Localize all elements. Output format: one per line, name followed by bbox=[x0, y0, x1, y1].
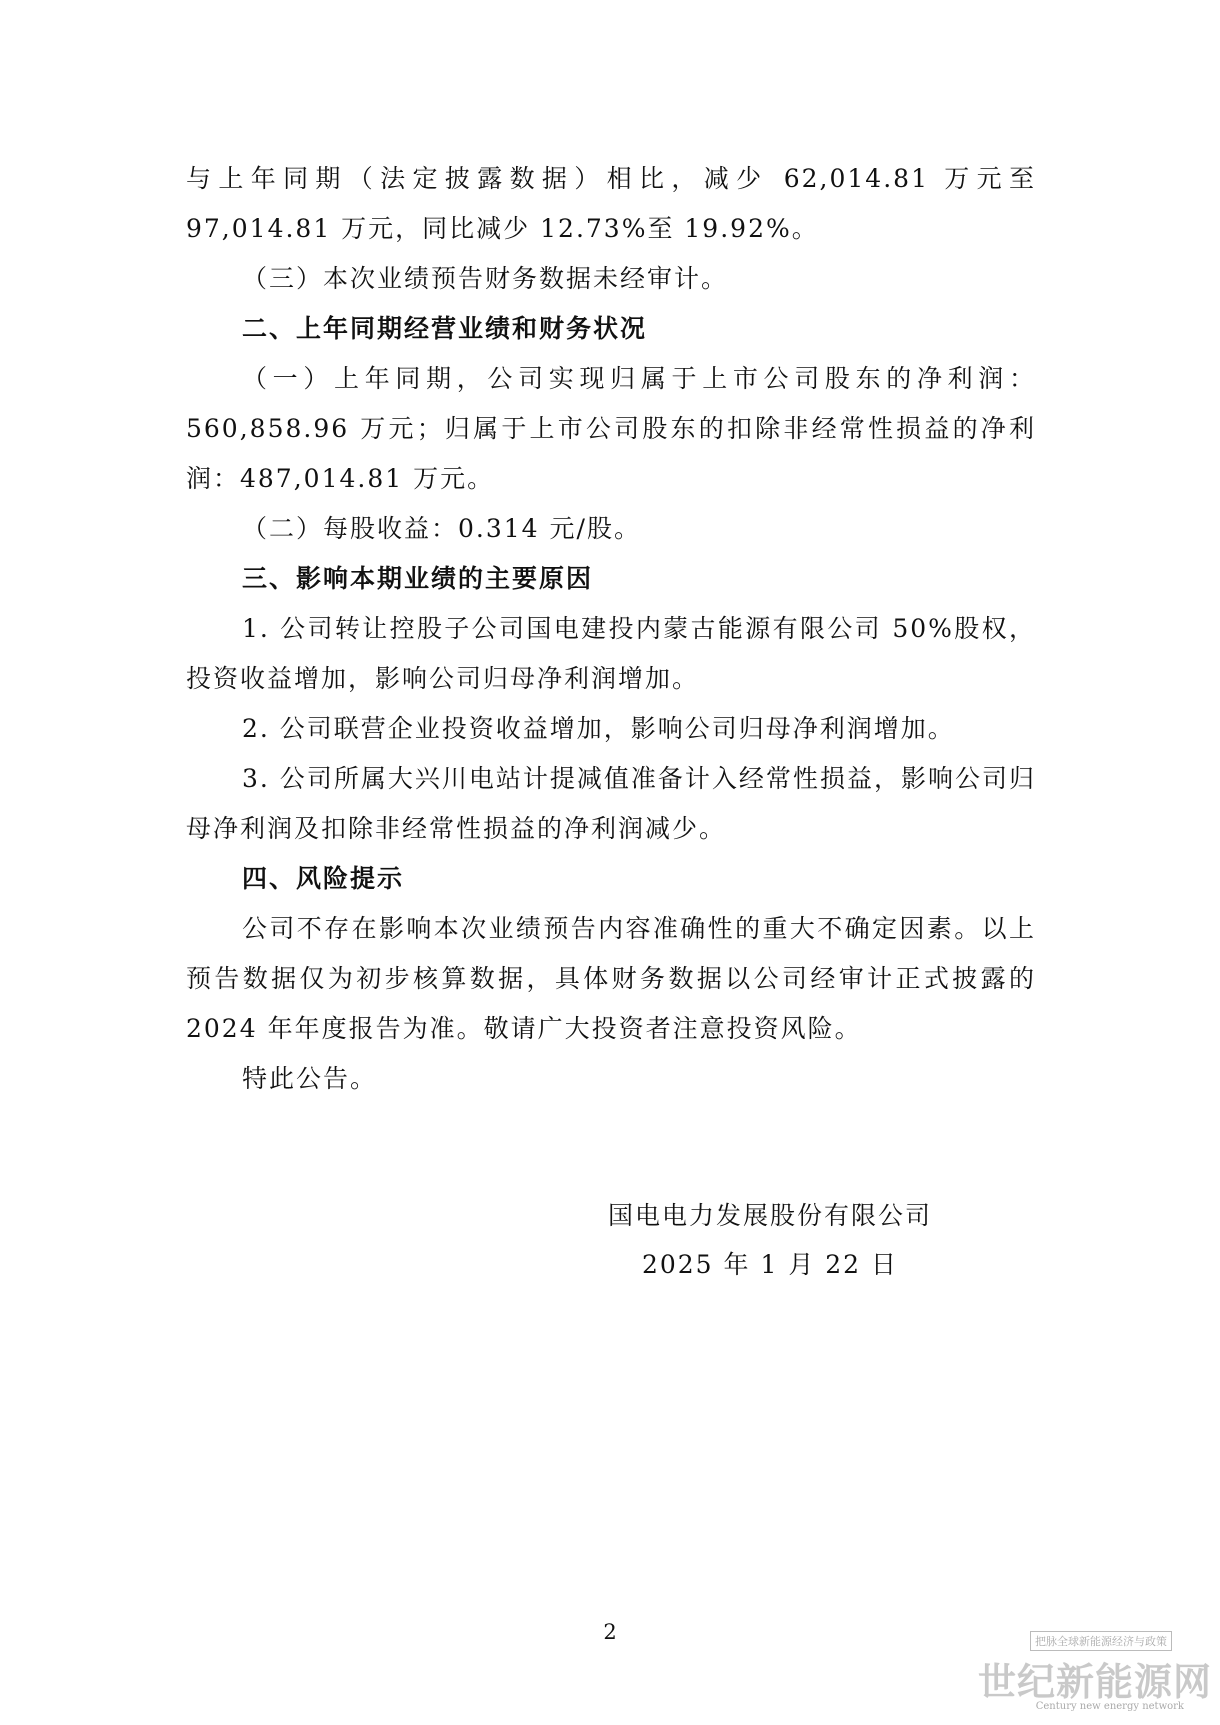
watermark-tagline: 把脉全球新能源经济与政策 bbox=[1030, 1631, 1172, 1651]
section-heading-prior-period: 二、上年同期经营业绩和财务状况 bbox=[242, 314, 648, 343]
reason-item-2: 2. 公司联营企业投资收益增加，影响公司归母净利润增加。 bbox=[242, 714, 955, 743]
section-heading-risk: 四、风险提示 bbox=[242, 864, 405, 893]
signature-date: 2025 年 1 月 22 日 bbox=[641, 1250, 899, 1279]
page-number: 2 bbox=[603, 1620, 617, 1644]
paragraph-eps: （二）每股收益：0.314 元/股。 bbox=[242, 514, 641, 543]
watermark-subtitle: Century new energy network bbox=[1035, 1701, 1184, 1712]
paragraph-forecast-comparison: 与上年同期（法定披露数据）相比，减少 62,014.81 万元至 97,014.81 万元，同比减少 12.73%至 19.92%。 bbox=[186, 164, 1036, 243]
reason-item-1: 1. 公司转让控股子公司国电建投内蒙古能源有限公司 50%股权，投资收益增加，影响公司归母净利润增加。 bbox=[186, 614, 1036, 693]
reason-item-3: 3. 公司所属大兴川电站计提减值准备计入经常性损益，影响公司归母净利润及扣除非经常性损益的净利润减少。 bbox=[186, 764, 1036, 843]
paragraph-risk-notice: 公司不存在影响本次业绩预告内容准确性的重大不确定因素。以上预告数据仅为初步核算数据，具体财务数据以公司经审计正式披露的 2024 年年度报告为准。敬请广大投资者注意投资风险。 bbox=[186, 914, 1036, 1043]
watermark-logo bbox=[972, 1631, 1212, 1721]
watermark-title: 世纪新能源网 bbox=[977, 1660, 1212, 1704]
paragraph-closing: 特此公告。 bbox=[242, 1064, 378, 1093]
paragraph-unaudited-note: （三）本次业绩预告财务数据未经审计。 bbox=[242, 264, 729, 293]
body-text bbox=[186, 154, 1036, 1104]
signature-company: 国电电力发展股份有限公司 bbox=[607, 1201, 932, 1230]
section-heading-main-reasons: 三、影响本期业绩的主要原因 bbox=[242, 564, 594, 593]
paragraph-prior-net-profit: （一）上年同期，公司实现归属于上市公司股东的净利润：560,858.96 万元；归属于上市公司股东的扣除非经常性损益的净利润：487,014.81 万元。 bbox=[186, 364, 1036, 493]
